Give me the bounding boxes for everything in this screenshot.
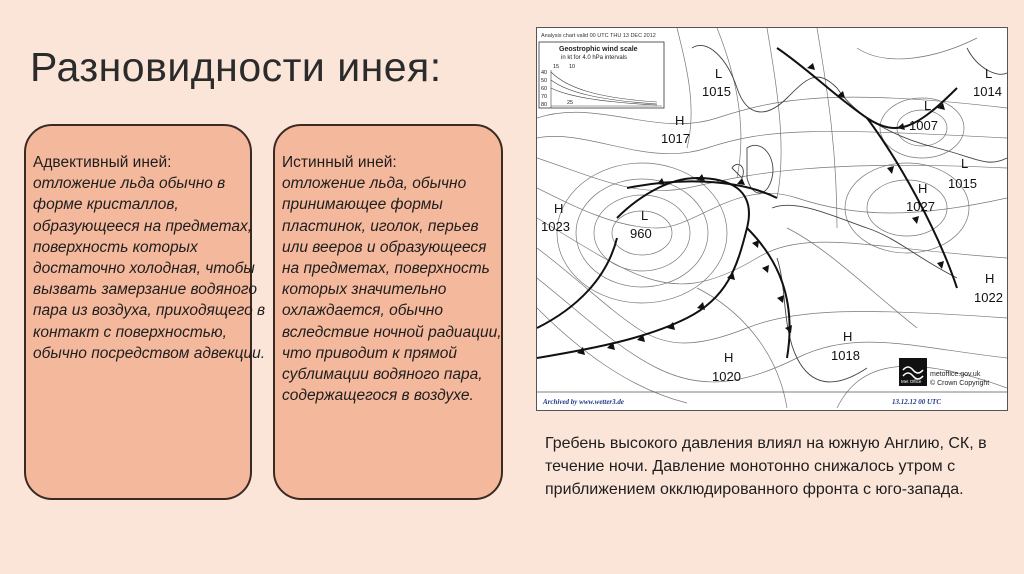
wind-scale-col: 25 [567, 100, 574, 106]
wind-scale-col: 15 [553, 64, 560, 70]
advective-frost-text [33, 152, 273, 364]
wind-scale-row: 70 [541, 94, 548, 100]
pressure-system-value: 1027 [906, 199, 935, 214]
map-caption: Гребень высокого давления влиял на южную Англию, СК, в течение ночи. Давление монотонно снижалось утром с приближением окклюдированного фронта с юго-запада. [545, 435, 987, 498]
met-office-logo [899, 358, 927, 386]
pressure-system-value: 1014 [973, 84, 1002, 99]
pressure-system-value: 1020 [712, 369, 741, 384]
archive-text: Archived by www.wetter3.de [543, 398, 625, 406]
pressure-system-value: 1007 [909, 118, 938, 133]
wind-scale-row: 50 [541, 78, 548, 84]
wind-scale-subtitle: in kt for 4.0 hPa intervals [561, 55, 628, 61]
map-timestamp: 13.12.12 00 UTC [892, 398, 941, 406]
true-frost-text [282, 152, 504, 406]
map-header: Analysis chart valid 00 UTC THU 13 DEC 2012 [541, 33, 656, 39]
wind-scale-row: 40 [541, 70, 548, 76]
synoptic-chart [536, 27, 1008, 411]
pressure-centers [541, 66, 1003, 384]
pressure-system-type: H [724, 350, 734, 365]
logo-text: Met Office [901, 379, 922, 384]
true-frost-body: отложение льда, обычно принимающее формы пластинок, иголок, перьев или вееров и образующееся на предметах, поверхность которых значительно охлаждается, обычно вследствие ночной радиации, что приводит к прямой сублимации водяного пара, содержащегося в воздухе. [282, 175, 502, 405]
pressure-system-type: L [641, 208, 649, 223]
slide-title: Разновидности инея: [30, 44, 442, 90]
pressure-system-type: H [675, 113, 685, 128]
pressure-system-value: 1015 [948, 176, 977, 191]
pressure-system-type: L [924, 98, 932, 113]
pressure-system-type: L [985, 66, 993, 81]
pressure-system-type: H [985, 271, 995, 286]
pressure-system-value: 1023 [541, 219, 570, 234]
pressure-system-type: H [918, 181, 928, 196]
pressure-system-value: 1022 [974, 290, 1003, 305]
pressure-system-value: 1017 [661, 131, 690, 146]
pressure-system-value: 1015 [702, 84, 731, 99]
pressure-system-type: H [554, 201, 564, 216]
pressure-system-value: 960 [630, 226, 652, 241]
wind-scale-col: 10 [569, 64, 576, 70]
pressure-system-type: L [961, 156, 969, 171]
pressure-system-type: H [843, 329, 853, 344]
pressure-system-type: L [715, 66, 723, 81]
credit-site: metoffice.gov.uk [930, 371, 981, 378]
pressure-system-value: 1018 [831, 348, 860, 363]
wind-scale-title: Geostrophic wind scale [559, 46, 638, 53]
credit-copyright: © Crown Copyright [930, 380, 990, 387]
wind-scale-box [539, 42, 664, 108]
advective-frost-heading: Адвективный иней: [33, 154, 172, 171]
advective-frost-body: отложение льда обычно в форме кристаллов, образующееся на предметах, поверхность которых достаточно холодная, чтобы вызвать замерзание водяного пара из воздуха, приходящего в контакт с поверхностью, обычно посредством адвекции. [33, 175, 266, 362]
wind-scale-row: 60 [541, 86, 548, 92]
wind-scale-row: 80 [541, 102, 548, 108]
true-frost-heading: Истинный иней: [282, 154, 397, 171]
